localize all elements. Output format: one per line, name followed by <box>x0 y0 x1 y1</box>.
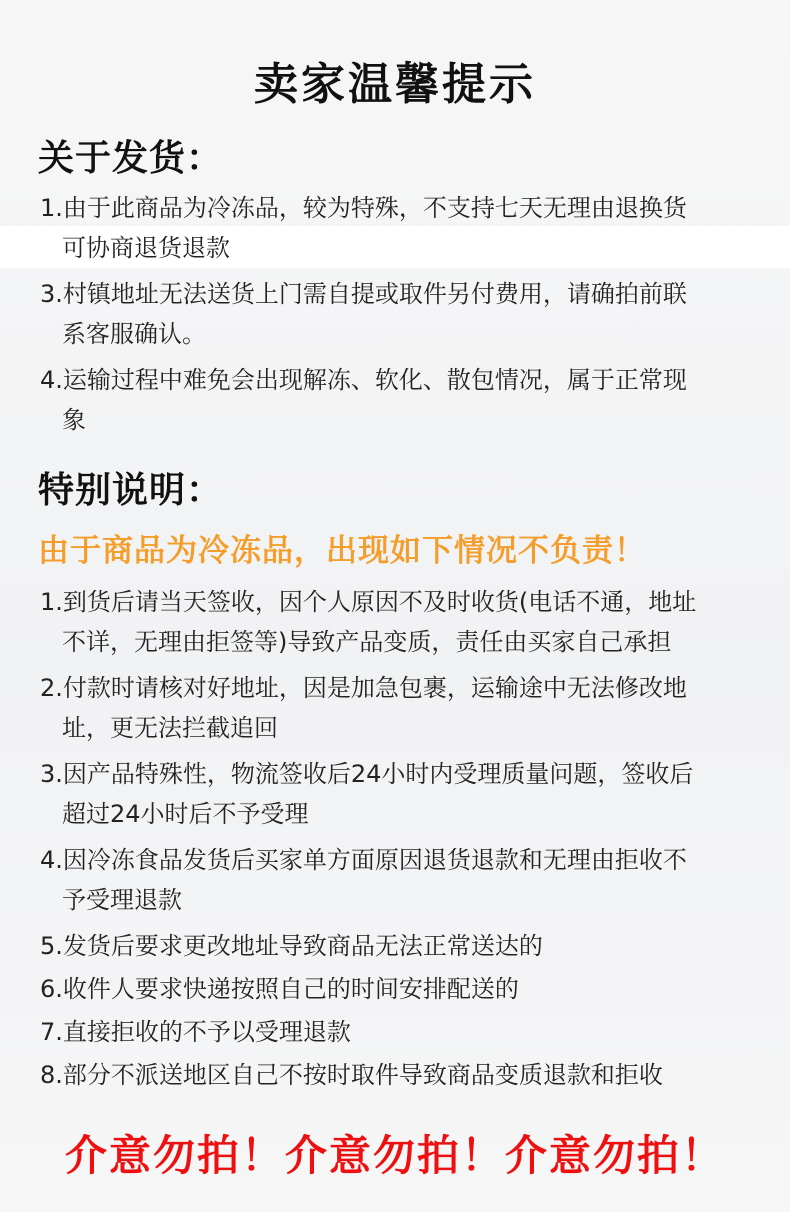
shipping-item-line1: 1.由于此商品为冷冻品，较为特殊，不支持七天无理由退换货 <box>40 194 687 222</box>
page-title: 卖家温馨提示 <box>254 59 536 110</box>
special-item-line1: 1.到货后请当天签收，因个人原因不及时收货(电话不通，地址 <box>40 588 697 616</box>
special-item-line1: 8.部分不派送地区自己不按时取件导致商品变质退款和拒收 <box>40 1061 663 1089</box>
special-item-line2: 予受理退款 <box>62 886 182 914</box>
special-item <box>40 668 760 748</box>
special-item <box>40 969 760 1009</box>
special-item-line2: 址，更无法拦截追回 <box>62 714 278 742</box>
special-notice: 由于商品为冷冻品，出现如下情况不负责！ <box>38 533 646 569</box>
shipping-heading: 关于发货： <box>38 138 224 179</box>
special-item <box>40 582 760 662</box>
shipping-item-line2: 象 <box>62 406 86 434</box>
shipping-item-line1: 3.村镇地址无法送货上门需自提或取件另付费用，请确拍前联 <box>40 280 687 308</box>
shipping-item-line1: 4.运输过程中难免会出现解冻、软化、散包情况，属于正常现 <box>40 366 687 394</box>
special-item-line1: 5.发货后要求更改地址导致商品无法正常送达的 <box>40 932 543 960</box>
special-item-line2: 不详，无理由拒签等)导致产品变质，责任由买家自己承担 <box>62 628 672 656</box>
special-item-line1: 6.收件人要求快递按照自己的时间安排配送的 <box>40 975 519 1003</box>
special-item <box>40 1012 760 1052</box>
special-item-line1: 2.付款时请核对好地址，因是加急包裹，运输途中无法修改地 <box>40 674 687 702</box>
special-item-line1: 4.因冷冻食品发货后买家单方面原因退货退款和无理由拒收不 <box>40 846 687 874</box>
shipping-item <box>40 188 760 268</box>
special-item-line2: 超过24小时后不予受理 <box>62 800 309 828</box>
shipping-item <box>40 360 760 440</box>
shipping-item <box>40 274 760 354</box>
shipping-item-line2: 系客服确认。 <box>62 320 206 348</box>
special-item-line1: 3.因产品特殊性，物流签收后24小时内受理质量问题，签收后 <box>40 760 694 788</box>
shipping-item-line2: 可协商退货退款 <box>62 234 230 262</box>
special-item <box>40 840 760 920</box>
warning-text: 介意勿拍！介意勿拍！介意勿拍！ <box>64 1131 725 1180</box>
special-item <box>40 926 760 966</box>
special-item <box>40 754 760 834</box>
special-heading: 特别说明： <box>38 470 224 511</box>
special-item-line1: 7.直接拒收的不予以受理退款 <box>40 1018 351 1046</box>
special-item <box>40 1055 760 1095</box>
